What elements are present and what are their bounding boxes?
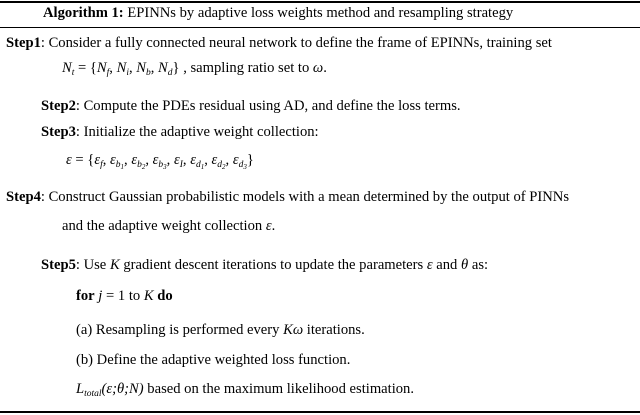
step5-epsilon: ε [426,257,433,273]
loop-var: j [98,288,103,304]
step5-K: K [109,257,120,273]
bottom-rule [0,411,640,413]
caption-rule [0,27,640,28]
step5-label: Step5 [41,257,76,273]
omega-symbol: ω [312,60,324,76]
step2-label: Step2 [41,98,76,114]
to-keyword: to [128,288,141,304]
step5-text-a: : Use [75,257,107,273]
loop-K: K [143,288,154,304]
do-keyword: do [157,288,173,304]
caption-text: EPINNs by adaptive loss weights method and resampling strategy [127,5,514,21]
loss-sub-total: total [84,389,102,399]
step-a-line [76,320,365,340]
step4-line2 [62,216,275,236]
loss-line [76,379,414,404]
step1-text-b: , sampling ratio set to [183,60,310,76]
step1-label: Step1 [6,35,41,51]
step5-text-c: as: [471,257,489,273]
step-b-text: (b) Define the adaptive weighted loss function. [76,352,351,368]
step5-theta: θ [461,257,469,273]
loss-L: L [76,381,85,397]
sub-d: d [167,68,173,78]
loss-text: based on the maximum likelihood estimation. [147,381,414,397]
step2-text: : Compute the PDEs residual using AD, and define the loss terms. [75,98,461,114]
step-a-text-a: (a) Resampling is performed every [76,322,280,338]
loop-eq: = 1 [106,288,126,304]
step4-epsilon: ε [265,218,272,234]
step1-period: . [323,60,327,76]
for-loop-line [76,286,173,306]
for-keyword: for [76,288,95,304]
sub-f: f [106,68,110,78]
step5-line [41,255,488,275]
K-omega: Kω [283,322,304,338]
loss-args: (ε;θ;N) [101,381,144,397]
step3-label: Step3 [41,124,76,140]
step5-text-b: gradient descent iterations to update the parameters [123,257,424,273]
step5-and: and [436,257,458,273]
step4-text-b: and the adaptive weight collection [62,218,263,234]
step3-line [41,122,319,142]
step1-text: : Consider a fully connected neural network to define the frame of EPINNs, training set [40,35,552,51]
training-set-N: N [62,60,72,76]
step4-label: Step4 [6,189,41,205]
step2-line [41,96,461,116]
step1-line1 [6,33,552,53]
step4-period: . [271,218,276,234]
step3-text: : Initialize the adaptive weight collection: [75,124,319,140]
sub-b: b [146,68,151,78]
step4-line1 [6,187,569,207]
step1-line2: $N_t = \{N_f$, $N_i$, $N_b$, $N_d$} , sampling ratio set to ω. [62,60,327,78]
step-a-text-b: iterations. [306,322,365,338]
epsilon-collection-formula: $\varepsilon = \{\varepsilon_f$, $\varepsilon_{b1}$, $\varepsilon_{b2}$, $\varepsilon_{b3}$, $\varepsilon_I$, $\varepsilon_{d1}$, $\varepsilon_{d2}$, $\varepsilon_{d3}$} [66,152,254,171]
caption-label: Algorithm 1: [43,5,124,21]
training-set-sub-t: t [71,68,75,78]
algorithm-caption [43,3,513,23]
sub-i: i [126,68,129,78]
step4-text-a: : Construct Gaussian probabilistic models with a mean determined by the output of PINNs [40,189,570,205]
step-b-line [76,350,350,370]
